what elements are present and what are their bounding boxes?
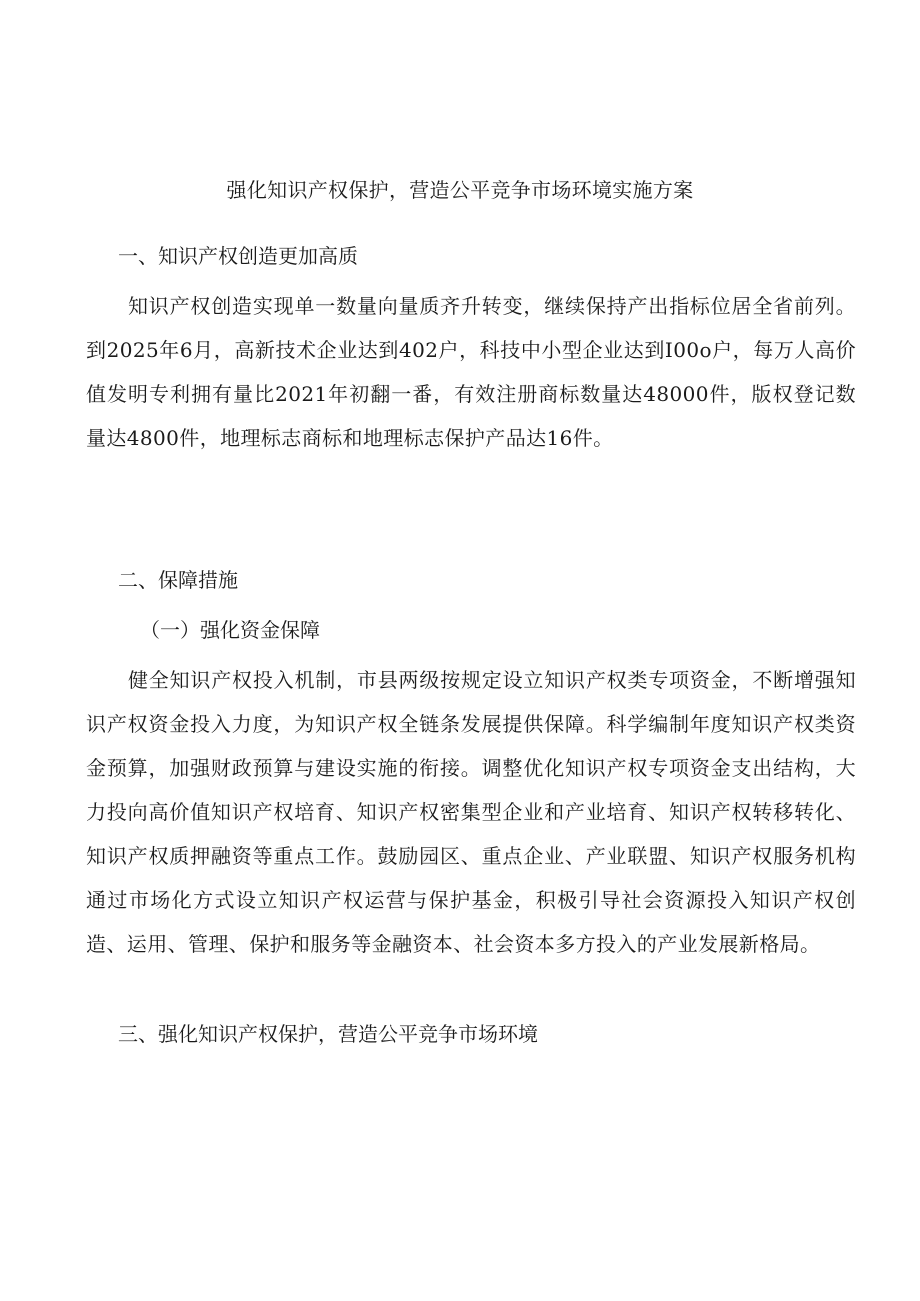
section-1-heading: 一、知识产权创造更加高质 — [118, 244, 358, 268]
section-3-heading: 三、强化知识产权保护，营造公平竞争市场环境 — [118, 1022, 538, 1046]
section-2-subheading: （一）强化资金保障 — [140, 618, 320, 642]
document-title: 强化知识产权保护，营造公平竞争市场环境实施方案 — [226, 178, 694, 202]
section-2-heading: 二、保障措施 — [118, 568, 238, 592]
section-1-paragraph: 知识产权创造实现单一数量向量质齐升转变，继续保持产出指标位居全省前列。到2025年6月，高新技术企业达到402户，科技中小型企业达到I00o户，每万人高价值发明专利拥有量比2021年初翻一番，有效注册商标数量达48000件，版权登记数量达4800件，地理标志商标和地理标志保护产品达16件。 — [86, 294, 856, 450]
section-2-paragraph: 健全知识产权投入机制，市县两级按规定设立知识产权类专项资金，不断增强知识产权资金投入力度，为知识产权全链条发展提供保障。科学编制年度知识产权类资金预算，加强财政预算与建设实施的衔接。调整优化知识产权专项资金支出结构，大力投向高价值知识产权培育、知识产权密集型企业和产业培育、知识产权转移转化、知识产权质押融资等重点工作。鼓励园区、重点企业、产业联盟、知识产权服务机构通过市场化方式设立知识产权运营与保护基金，积极引导社会资源投入知识产权创造、运用、管理、保护和服务等金融资本、社会资本多方投入的产业发展新格局。 — [86, 668, 856, 956]
